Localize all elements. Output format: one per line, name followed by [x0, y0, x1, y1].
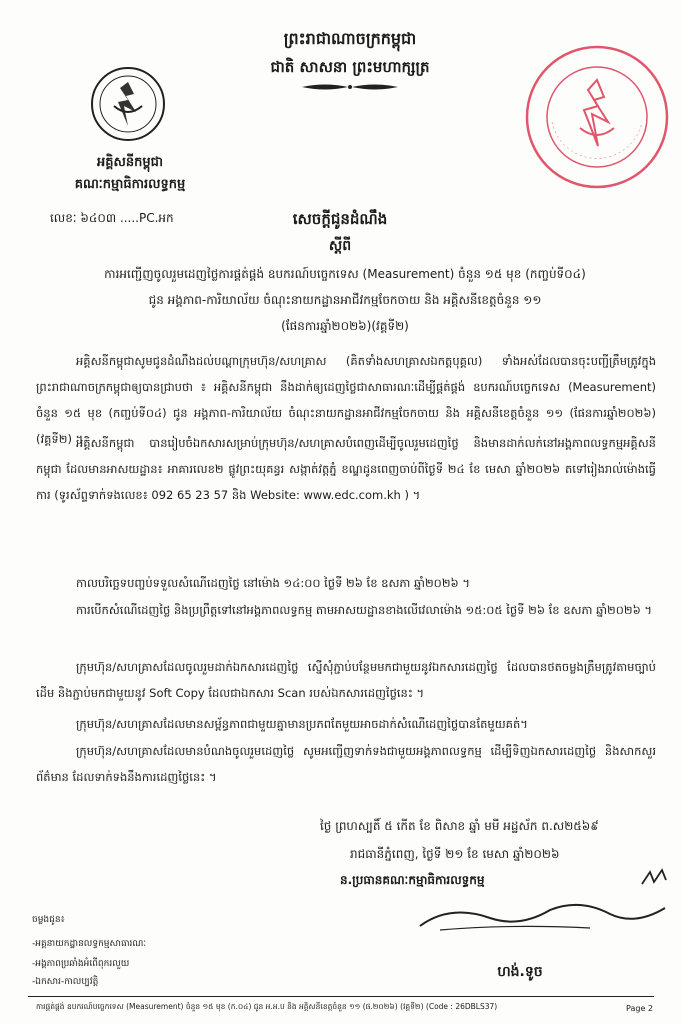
- handwritten-signature-icon: [410, 896, 670, 936]
- footer-text: ការផ្គត់ផ្គង់ ឧបករណ៍បច្ចេកទេស (Measurement) ចំនួន ១៥ មុខ (ក.០៤) ជូន អ.អ.ប និង អគ្គិសនីខេត្តចំនួន ១១ (ផ.២០២៦) (វគ្គទី២) (Code : 26DBLS37): [36, 1002, 498, 1011]
- signer-name: ហង់.ទូច: [497, 964, 543, 980]
- signer-title: ន.ប្រធានគណៈកម្មាធិការលទ្ធកម្ម: [340, 873, 485, 887]
- page-number: Page 2: [626, 1004, 653, 1013]
- organization-board: គណៈកម្មាធិការលទ្ធកម្ម: [74, 177, 186, 192]
- motto-ornament-divider: [300, 82, 400, 92]
- edc-logo-icon: [90, 66, 166, 142]
- body-paragraph: អគ្គិសនីកម្ពុជា បានរៀបចំឯកសារសម្រាប់ក្រុមហ៊ុន/សហគ្រាសបំពេញដើម្បីចូលរួមដេញថ្លៃ និងមានដាក់លក់នៅអង្គភាពលទ្ធកម្មអគ្គិសនីកម្ពុជា ដែលមានអាសយដ្ឋាន៖ អាគារលេខ២ ផ្លូវព្រះយុគន្ធរ សង្កាត់វត្តភ្នំ ខណ្ឌដូនពេញចាប់ពីថ្ងៃទី ២៤ ខែ មេសា ឆ្នាំ២០២៦ តទៅរៀងរាល់ម៉ោងធ្វើការ (ទូរស័ព្ទទាក់ទងលេខ៖ 092 65 23 57 និង Website: www.edc.com.kh ) ។: [36, 436, 656, 502]
- footer-divider: [28, 996, 654, 997]
- national-motto: ជាតិ សាសនា ព្រះមហាក្សត្រ: [270, 58, 430, 76]
- notice-title: សេចក្តីជូនដំណឹង: [292, 210, 388, 228]
- subject-line: (ផែនការឆ្នាំ២០២៦)(វគ្គទី២): [281, 319, 409, 333]
- body-paragraph: ក្រុមហ៊ុន/សហគ្រាសដែលមានបំណងចូលរួមដេញថ្លៃ សូមអញ្ជើញទាក់ទងជាមួយអង្គភាពលទ្ធកម្ម ដើម្បីទិញឯកសារដេញថ្លៃ និងសាកសួរព័ត៌មាន ដែលទាក់ទងនឹងការដេញថ្លៃនេះ ។: [36, 744, 656, 784]
- kingdom-title: ព្រះរាជាណាចក្រកម្ពុជា: [283, 29, 417, 48]
- reference-number: លេខៈ ៦៤០៣ .....PC.អក: [50, 211, 174, 225]
- cc-item: -អគ្គនាយកដ្ឋានលទ្ធកម្មសាធារណៈ: [32, 939, 147, 949]
- organization-name: អគ្គិសនីកម្ពុជា: [96, 155, 163, 170]
- cc-item: -អង្គភាពប្រឆាំងអំពើពុករលួយ: [32, 959, 130, 969]
- lunar-date: ថ្ងៃ ព្រហស្បតិ៍ ៥ កើត ខែ ពិសាខ ឆ្នាំ មមី អដ្ឋស័ក ព.ស២៥៦៩: [320, 819, 599, 833]
- notice-subject-heading: ស្តីពី: [328, 238, 352, 254]
- body-paragraph: កាលបរិច្ឆេទបញ្ចប់ទទួលសំណើដេញថ្លៃ នៅម៉ោង ១៤:០០ ថ្ងៃទី ២៦ ខែ ឧសភា ឆ្នាំ២០២៦ ។: [76, 576, 470, 590]
- cc-heading: ចម្លងជូន៖: [32, 915, 65, 925]
- subject-line: ជូន អង្គភាព-ការិយាល័យ ចំណុះនាយកដ្ឋានអាជីវកម្មចែកចាយ និង អគ្គិសនីខេត្តចំនួន ១១: [148, 293, 542, 307]
- body-paragraph: ការបើកសំណើដេញថ្លៃ និងប្រព្រឹត្តទៅនៅអង្គភាពលទ្ធកម្ម តាមអាសយដ្ឋានខាងលើវេលាម៉ោង ១៥:០៥ ថ្ងៃទី ២៦ ខែ ឧសភា ឆ្នាំ២០២៦ ។: [76, 603, 652, 617]
- initial-mark-icon: [640, 868, 670, 888]
- cc-item: -ឯកសារ-កាលប្បវត្តិ: [32, 977, 99, 987]
- solar-date: រាជធានីភ្នំពេញ, ថ្ងៃទី ២១ ខែ មេសា ឆ្នាំ២០២៦: [350, 847, 560, 861]
- body-paragraph: ក្រុមហ៊ុន/សហគ្រាសដែលចូលរួមដាក់ឯកសារដេញថ្លៃ ស្នើសុំភ្ជាប់បន្ថែមមកជាមួយនូវឯកសារដេញថ្លៃ ដែលបានថតចម្លងត្រឹមត្រូវតាមច្បាប់ដើម និងភ្ជាប់មកជាមួយនូវ Soft Copy ដែលជាឯកសារ Scan របស់ឯកសារដេញថ្លៃនេះ ។: [36, 660, 656, 700]
- body-paragraph: អគ្គិសនីកម្ពុជាសូមជូនដំណឹងដល់បណ្តាក្រុមហ៊ុន/សហគ្រាស (គិតទាំងសហគ្រាសឯកត្តបុគ្គល) ទាំងអស់ដែលបានចុះបញ្ជីត្រឹមត្រូវក្នុងព្រះរាជាណាចក្រកម្ពុជាឲ្យបានជ្រាបថា ៖ អគ្គិសនីកម្ពុជា នឹងដាក់ឲ្យដេញថ្លៃជាសាធារណៈដើម្បីផ្គត់ផ្គង់ ឧបករណ៍បច្ចេកទេស (Measurement) ចំនួន ១៥ មុខ (កញ្ចប់ទី០៤) ជូន អង្គភាព-ការិយាល័យ ចំណុះនាយកដ្ឋានអាជីវកម្មចែកចាយ និង អគ្គិសនីខេត្តចំនួន ១១ (ផែនការឆ្នាំ២០២៦)(វគ្គទី២) ។: [36, 354, 656, 446]
- official-stamp-icon: [522, 42, 672, 192]
- subject-line: ការអញ្ជើញចូលរួមដេញថ្លៃការផ្គត់ផ្គង់ ឧបករណ៍បច្ចេកទេស (Measurement) ចំនួន ១៥ មុខ (កញ្ចប់ទី០៤): [104, 267, 586, 281]
- body-paragraph: ក្រុមហ៊ុន/សហគ្រាសដែលមានសម្ព័ន្ធភាពជាមួយគ្នាមានប្រភពតែមួយអាចដាក់សំណើដេញថ្លៃបានតែមួយគត់។: [76, 717, 528, 731]
